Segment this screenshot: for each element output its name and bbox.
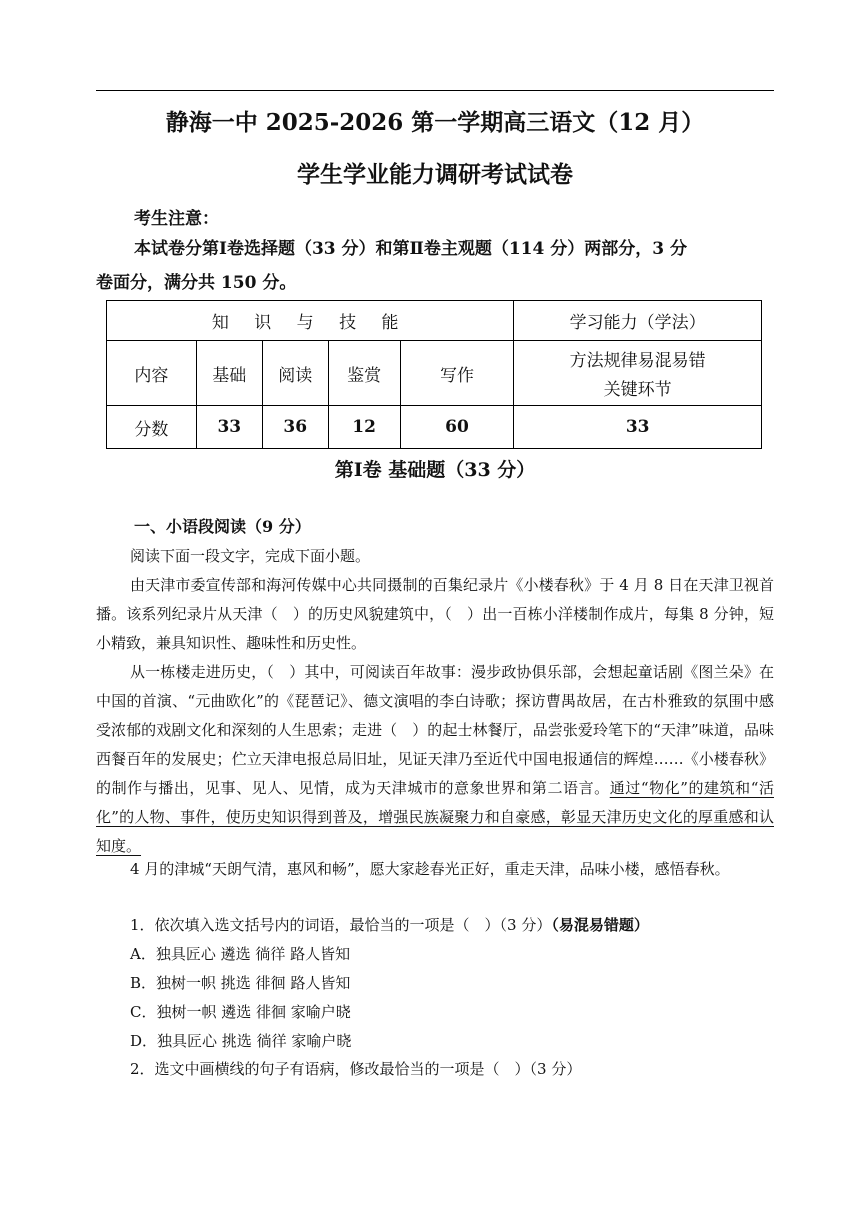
column-header: 阅读: [262, 341, 328, 406]
option-d: D．独具匠心 挑选 徜徉 家喻户晓: [130, 1032, 352, 1050]
row-content-label: 内容: [107, 341, 197, 406]
ability-header: [514, 341, 762, 406]
notice-heading: 考生注意：: [134, 209, 219, 229]
exam-title-line1: 静海一中 2025-2026 第一学期高三语文（12 月）: [165, 109, 705, 136]
passage-paragraph-2: [96, 658, 774, 861]
notice-line1: 本试卷分第Ⅰ卷选择题（33 分）和第Ⅱ卷主观题（114 分）两部分，3 分: [134, 239, 688, 259]
passage-intro: 阅读下面一段文字，完成下面小题。: [130, 547, 371, 565]
group-knowledge-header: 知 识 与 技 能: [107, 301, 514, 341]
ability-score-cell: 33: [514, 406, 762, 449]
section-title: 第Ⅰ卷 基础题（33 分）: [334, 459, 536, 481]
score-cell: 60: [400, 406, 514, 449]
subsection-heading: 一、小语段阅读（9 分）: [134, 517, 311, 536]
question-1: [130, 914, 649, 935]
score-table: [106, 300, 762, 449]
option-b: B．独树一帜 挑选 徘徊 路人皆知: [130, 974, 351, 992]
ability-line1: 方法规律易混易错: [569, 351, 706, 371]
exam-title-line2: 学生学业能力调研考试试卷: [297, 161, 573, 188]
column-header: 鉴赏: [328, 341, 400, 406]
passage-paragraph-2-text: 从一栋楼走进历史，（ ）其中，可阅读百年故事：漫步政协俱乐部，会想起童话剧《图兰朵》在中国的首演、“元曲欧化”的《琵琶记》、德文演唱的李白诗歌；探访曹禺故居，在古朴雅致的氛围中感受浓郁的戏剧文化和深刻的人生思索；走进（ ）的起士林餐厅，品尝张爱玲笔下的“天津”味道，品味西餐百年的发展史；伫立天津电报总局旧址，见证天津乃至近代中国电报通信的辉煌……《小楼春秋》的制作与播出，见事、见人、见情，成为天津城市的意象世界和第二语言。: [96, 663, 774, 797]
question-2: 2．选文中画横线的句子有语病，修改最恰当的一项是（ ）（3 分）: [130, 1060, 582, 1078]
ability-line2: 关键环节: [603, 380, 672, 400]
table-row: [107, 301, 762, 341]
question-1-tag: （易混易错题）: [551, 916, 649, 934]
score-cell: 12: [328, 406, 400, 449]
option-a: A．独具匠心 遴选 徜徉 路人皆知: [130, 945, 351, 963]
passage-paragraph-3: 4 月的津城“天朗气清，惠风和畅”，愿大家趁春光正好，重走天津，品味小楼，感悟春秋。: [130, 860, 730, 878]
question-1-text: 1．依次填入选文括号内的词语，最恰当的一项是（ ）（3 分）: [130, 916, 552, 934]
score-cell: 33: [196, 406, 262, 449]
row-score-label: 分数: [107, 406, 197, 449]
underlined-sentence: 通过“物化”的建筑和“活化”的人物、事件，使历史知识得到普及，增强民族凝聚力和自豪感，彰显天津历史文化的厚重感和认知度。: [96, 779, 774, 855]
table-row: [107, 406, 762, 449]
notice-line2: 卷面分，满分共 150 分。: [96, 273, 297, 293]
column-header: 基础: [196, 341, 262, 406]
passage-paragraph-1: 由天津市委宣传部和海河传媒中心共同摄制的百集纪录片《小楼春秋》于 4 月 8 日在天津卫视首播。该系列纪录片从天津（ ）的历史风貌建筑中，（ ）出一百栋小洋楼制作成片，每集 8 分钟，短小精致，兼具知识性、趣味性和历史性。: [96, 576, 774, 652]
score-cell: 36: [262, 406, 328, 449]
column-header: 写作: [400, 341, 514, 406]
option-c: C．独树一帜 遴选 徘徊 家喻户晓: [130, 1003, 351, 1021]
group-ability-header: 学习能力（学法）: [514, 301, 762, 341]
table-row: [107, 341, 762, 406]
top-rule: [96, 90, 774, 91]
